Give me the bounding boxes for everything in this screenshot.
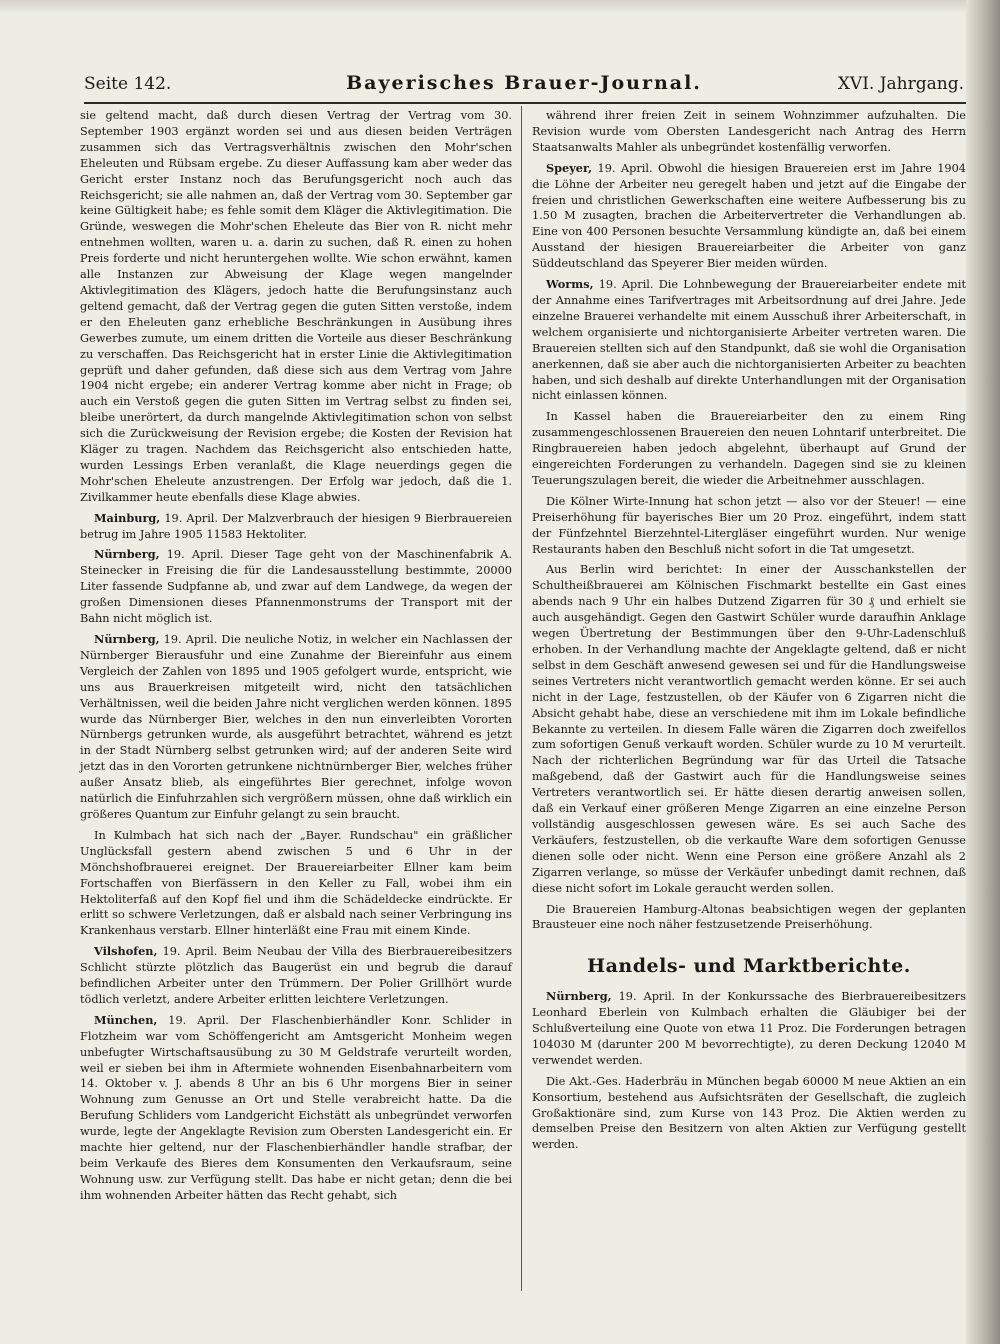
paragraph-text: Die Kölner Wirte-Innung hat schon jetzt — also vor der Steuer! — eine Preiserhöhung für bayerisches Bier um 20 Proz. eingeführt, indem statt der Fünfzehntel Bierzehntel-Litergläser eingeführt wurden. Nur wenige Restaurants haben den Beschluß nicht sofort in die Tat umgesetzt.: [532, 494, 966, 556]
paragraph-text: In Kassel haben die Brauereiarbeiter den zu einem Ring zusammengeschlossenen Brauereien den neuen Lohntarif unterbreitet. Die Ringbrauereien haben jedoch abgelehnt, überhaupt auf Grund der eingereichten Forderungen zu verhandeln. Dagegen sind sie zu kleinen Teuerungszulagen bereit, die wieder die Arbeitnehmer ausschlagen.: [532, 410, 966, 487]
article-paragraph: [532, 494, 966, 558]
journal-title: Bayerisches Brauer-Journal.: [346, 72, 702, 94]
dateline: Worms,: [546, 277, 594, 292]
market-reports: [532, 989, 966, 1153]
dateline: Nürnberg,: [546, 989, 612, 1004]
article-paragraph: [80, 944, 512, 1008]
paragraph-text: 19. April. Beim Neubau der Villa des Bierbrauereibesitzers Schlicht stürzte plötzlich das Baugerüst ein und begrub die darauf befindlichen Arbeiter unter den Trümmern. Der Polier Grillhört wurde tödlich verletzt, andere Arbeiter erlitten leichtere Verletzungen.: [80, 945, 513, 1006]
paragraph-text: 19. April. In der Konkurssache des Bierbrauereibesitzers Leonhard Eberlein von Kulmbach erhalten die Gläubiger bei der Schlußverteilung eine Quote von etwa 11 Proz. Die Forderungen betragen 104030 M (darunter 200 M bevorrechtigte), zu deren Deckung 12040 M verwendet werden.: [532, 990, 966, 1067]
dateline: Vilshofen,: [94, 944, 158, 959]
article-paragraph: [80, 828, 512, 939]
section-title: Handels- und Marktberichte.: [587, 955, 911, 978]
paragraph-text: 19. April. Dieser Tage geht von der Maschinenfabrik A. Steinecker in Freising die für die Landesausstellung bestimmte, 20000 Liter fassende Sudpfanne ab, und zwar auf dem Landwege, da wegen der großen Dimensionen dieses Pfannenmonstrums der Transport mit der Bahn nicht möglich ist.: [80, 548, 512, 626]
article-paragraph: [80, 108, 512, 506]
article-paragraph: [80, 511, 512, 543]
paragraph-text: 19. April. Die neuliche Notiz, in welcher ein Nachlassen der Nürnberger Bierausfuhr und eine Zunahme der Biereinfuhr aus einem Vergleich der Zahlen von 1895 und 1905 gefolgert wurde, entspricht, wie uns aus Brauerkreisen mitgeteilt wird, nicht den tatsächlichen Verhältnissen, weil die beiden Jahre nicht verglichen werden können. 1895 wurde das Nürnberger Bier, welches in den nun einverleibten Vororten Nürnbergs getrunken wurde, als ausgeführt betrachtet, während es jetzt in der Stadt Nürnberg selbst getrunken wird; auf der anderen Seite wird jetzt das in den Vororten getrunkene nichtnürnberger Bier, welches früher außer Ansatz blieb, als eingeführtes Bier gerechnet, infolge wovon natürlich die Einfuhrzahlen sich vergrößern müssen, ohne daß wirklich ein größeres Quantum zur Einfuhr gelangt zu sein braucht.: [80, 633, 513, 821]
paragraph-text: 19. April. Obwohl die hiesigen Brauereien erst im Jahre 1904 die Löhne der Arbeiter neu geregelt haben und jetzt auf die Eingabe der freien und christlichen Gewerkschaften eine weitere Aufbesserung bis zu 1.50 M zusagten, brachen die Arbeitervertreter die Verhandlungen ab. Eine von 400 Personen besuchte Versammlung kündigte an, daß bei einem Ausstand der hiesigen Brauereiarbeiter die Arbeiter von ganz Süddeutschland das Speyerer Bier meiden würden.: [532, 161, 966, 271]
article-paragraph: [532, 989, 966, 1069]
dateline: Mainburg,: [94, 510, 161, 525]
paragraph-text: In Kulmbach hat sich nach der „Bayer. Rundschau" ein gräßlicher Unglücksfall gestern abend zwischen 5 und 6 Uhr in der Mönchshofbrauerei ereignet. Der Brauereiarbeiter Ellner kam beim Fortschaffen von Bierfässern in den Keller zu Fall, wobei ihm ein Hektoliterfaß auf den Kopf fiel und ihm die Schädeldecke eindrückte. Er erlitt so schwere Verletzungen, daß er alsbald nach seiner Verbringung ins Krankenhaus verstarb. Ellner hinterläßt eine Frau mit einem Kinde.: [80, 828, 512, 938]
paragraph-text: sie geltend macht, daß durch diesen Vertrag der Vertrag vom 30. September 1903 ergänzt worden sei und aus diesen beiden Verträgen zusammen sich das Vertragsverhältnis zwischen den Mohr'schen Eheleuten und Rübsam ergebe. Zu dieser Auffassung kam aber weder das Gericht erster Instanz noch das Berufungsgericht noch auch das Reichsgericht; sie alle nahmen an, daß der Vertrag vom 30. September gar keine Gültigkeit habe; es fehle somit dem Kläger die Aktivlegitimation. Die Gründe, weswegen die Mohr'schen Eheleute das Bier von R. nicht mehr entnehmen wollten, waren u. a. darin zu suchen, daß R. einen zu hohen Preis forderte und nicht heruntergehen wollte. Wie schon erwähnt, kamen alle Instanzen zur Abweisung der Klage wegen mangelnder Aktivlegitimation des Klägers, jedoch hatte die Berufungsinstanz auch geltend gemacht, daß der Vertrag gegen die guten Sitten verstoße, indem er den Eheleuten ganz erhebliche Beschränkungen in Ausübung ihres Gewerbes zumute, um einem dritten die Vorteile aus dieser Beschränkung zu verschaffen. Das Reichsgericht hat in erster Linie die Aktivlegitimation geprüft und daher gefunden, daß diese sich aus dem Vertrag vom Jahre 1904 nicht ergebe; ein anderer Vertrag komme aber nicht in Frage; ob auch ein Verstoß gegen die guten Sitten im Vertrag selbst zu finden sei, bleibe unerörtert, da durch mangelnde Aktivlegitimation schon von selbst sich die Zurückweisung der Revision ergebe; die Kosten der Revision hat Kläger zu tragen. Nachdem das Reichsgericht also entschieden hatte, wurden Lessings Erben veranlaßt, die Klage neuerdings gegen die Mohr'schen Eheleute anzustrengen. Der Erfolg war jedoch, daß die 1. Zivilkammer heute ebenfalls diese Klage abwies.: [80, 109, 512, 504]
article-paragraph: [532, 902, 966, 934]
header-rule: [84, 102, 966, 104]
article-paragraph: [532, 277, 966, 404]
dateline: München,: [94, 1012, 158, 1027]
article-paragraph: [532, 1074, 966, 1154]
article-paragraph: [532, 108, 966, 156]
paragraph-text: während ihrer freien Zeit in seinem Wohnzimmer aufzuhalten. Die Revision wurde vom Obersten Landesgericht nach Antrag des Herrn Staatsanwalts Mahler als unbegründet kostenfällig verworfen.: [532, 109, 966, 154]
article-paragraph: [80, 547, 512, 627]
dateline: Nürnberg,: [94, 547, 160, 562]
page-header: [84, 70, 964, 100]
left-column: [80, 108, 512, 1209]
article-paragraph: [532, 409, 966, 489]
page-number: Seite 142.: [84, 74, 172, 94]
paragraph-text: Die Brauereien Hamburg-Altonas beabsichtigen wegen der geplanten Brausteuer eine noch näher festzusetzende Preiserhöhung.: [532, 902, 966, 932]
paragraph-text: 19. April. Der Flaschenbierhändler Konr. Schlider in Flotzheim war vom Schöffengericht am Amtsgericht Monheim wegen unbefugter Wirtschaftsausübung zu 30 M Geldstrafe verurteilt worden, weil er sieben bei ihm in Aftermiete wohnenden Eisenbahnarbeitern vom 14. Oktober v. J. abends 8 Uhr an bis 6 Uhr morgens Bier in seiner Wohnung zum Genusse an Ort und Stelle verabreicht hatte. Da die Berufung Schliders vom Landgericht Eichstätt als unbegründet verworfen wurde, legte der Angeklagte Revision zum Obersten Landesgericht ein. Er machte hier geltend, nur der Flaschenbierhändler handle strafbar, der beim Verkaufe des Bieres dem Konsumenten den Verkaufsraum, seine Wohnung usw. zur Verfügung stellt. Das habe er nicht getan; denn die bei ihm wohnenden Arbeiter hätten das Recht gehabt, sich: [80, 1013, 512, 1202]
dateline: Speyer,: [546, 160, 593, 175]
scan-top-edge: [0, 0, 1000, 14]
right-column: [532, 108, 966, 1158]
article-paragraph: [532, 562, 966, 896]
article-paragraph: [532, 161, 966, 272]
paragraph-text: 19. April. Die Lohnbewegung der Brauereiarbeiter endete mit der Annahme eines Tarifvertrages mit Arbeitsordnung auf drei Jahre. Jede einzelne Brauerei verhandelte mit einem Ausschuß ihrer Arbeiterschaft, in welchem organisierte und nichtorganisierte Arbeiter vertreten waren. Die Brauereien stellten sich auf den Standpunkt, daß sie wohl die Organisation anerkennen, daß sie aber auch die nichtorganisierten Arbeiter zu beachten haben, und sich deshalb auf direkte Unterhandlungen mit der Organisation nicht einlassen können.: [532, 278, 966, 403]
article-paragraph: [80, 632, 512, 823]
right-column-articles: [532, 108, 966, 933]
volume-label: XVI. Jahrgang.: [837, 74, 964, 94]
paragraph-text: Aus Berlin wird berichtet: In einer der Ausschankstellen der Schultheißbrauerei am Kölnischen Fischmarkt bestellte ein Gast eines abends nach 9 Uhr ein halbes Dutzend Zigarren für 30 ₰ und erhielt sie auch ausgehändigt. Gegen den Gastwirt Schüler wurde daraufhin Anklage wegen Übertretung der Bestimmungen über den 9-Uhr-Ladenschluß erhoben. In der Verhandlung machte der Angeklagte geltend, daß er nicht selbst in dem Geschäft anwesend gewesen sei und für die Handlungsweise seines Vertreters nicht verantwortlich gemacht werden könne. Er sei auch nicht in der Lage, festzustellen, ob der Käufer von 6 Zigarren nicht die Absicht gehabt habe, diese an verschiedene mit ihm im Lokale befindliche Bekannte zu verteilen. In diesem Falle wären die Zigarren doch zweifellos zum sofortigen Genuß verkauft worden. Schüler wurde zu 10 M verurteilt. Nach der richterlichen Begründung war für das Urteil die Tatsache maßgebend, daß der Gastwirt auch für die Handlungsweise seines Vertreters verantwortlich sei. Er hätte diesen derartig anweisen sollen, daß ein Verkauf einer größeren Menge Zigarren an eine einzelne Person vollständig ausgeschlossen gewesen wäre. Es sei auch Sache des Verkäufers, festzustellen, ob die verkaufte Ware dem sofortigen Genusse dienen solle oder nicht. Wenn eine Person eine größere Anzahl als 2 Zigarren verlange, so müsse der Verkäufer unbedingt damit rechnen, daß diese nicht sofort im Lokale geraucht werden sollen.: [532, 563, 966, 895]
paragraph-text: 19. April. Der Malzverbrauch der hiesigen 9 Bierbrauereien betrug im Jahre 1905 11583 Hektoliter.: [80, 511, 513, 541]
scan-page-edge: [966, 0, 1000, 1344]
paragraph-text: Die Akt.-Ges. Haderbräu in München begab 60000 M neue Aktien an ein Konsortium, bestehend aus Aufsichtsräten der Gesellschaft, die zugleich Großaktionäre sind, zum Kurse von 143 Proz. Die Aktien werden zu demselben Preise den Besitzern von alten Aktien zur Verfügung gestellt werden.: [532, 1074, 966, 1152]
column-divider: [521, 106, 522, 1291]
article-paragraph: [80, 1013, 512, 1204]
dateline: Nürnberg,: [94, 632, 160, 646]
